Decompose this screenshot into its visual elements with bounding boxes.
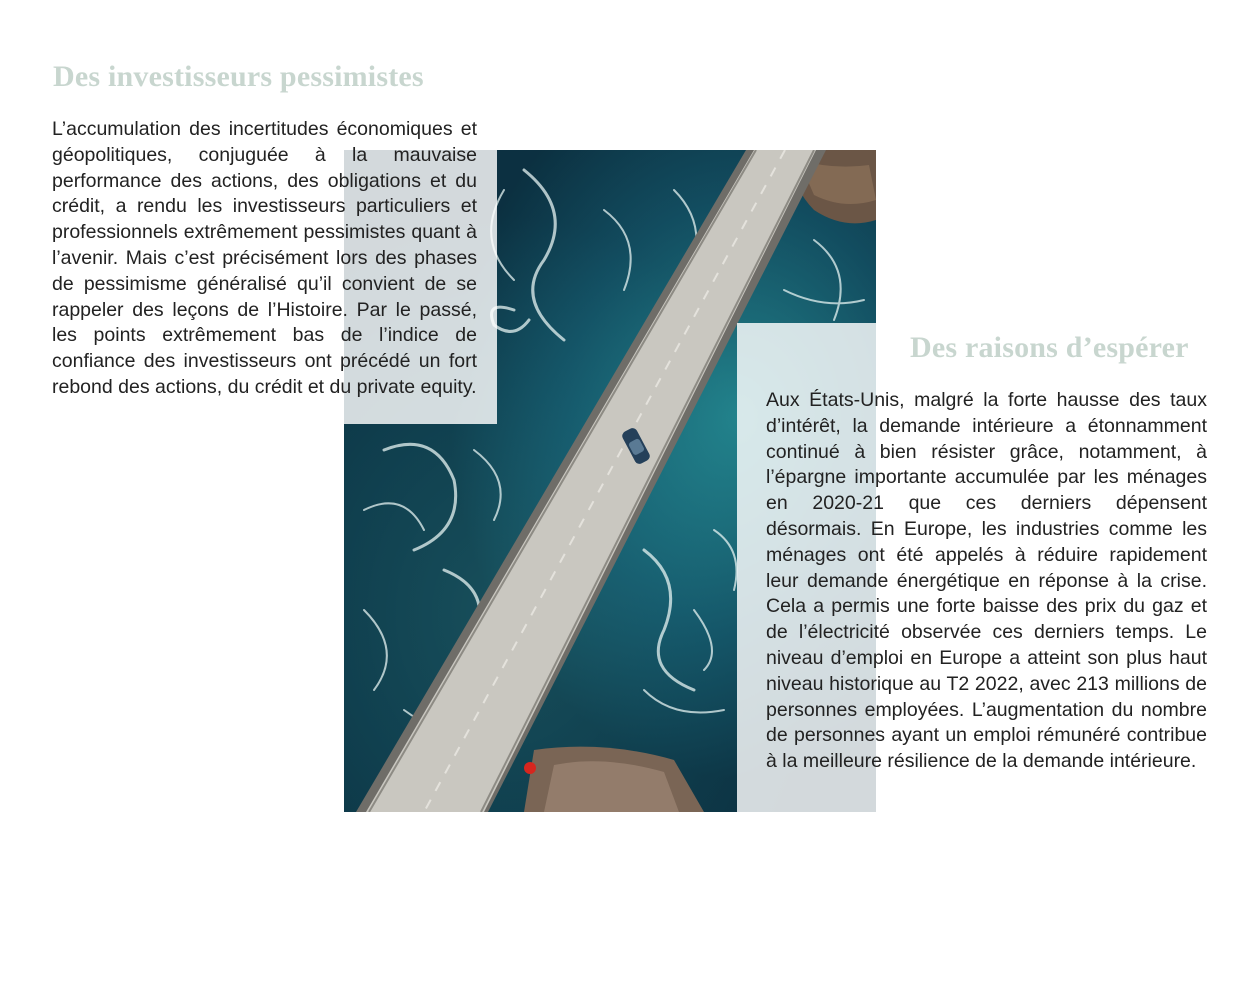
- section-paragraph-left: L’accumulation des incertitudes économiques et géopolitiques, conjuguée à la mauvaise performance des actions, des obligations et du crédit, a rendu les investisseurs particuliers et professionnels extrêmement pessimistes quant à l’avenir. Mais c’est précisément lors des phases de pessimisme généralisé qu’il convient de se rappeler des leçons de l’Histoire. Par le passé, les points extrêmement bas de l’indice de confiance des investisseurs ont précédé un fort rebond des actions, du crédit et du private equity.: [52, 118, 477, 398]
- section-paragraph-right: Aux États-Unis, malgré la forte hausse des taux d’intérêt, la demande intérieure a étonnamment continué à bien résister grâce, notamment, à l’épargne importante accumulée par les ménages en 2020-21 que ces derniers dépensent désormais. En Europe, les industries comme les ménages ont été appelés à réduire rapidement leur demande énergétique en réponse à la crise. Cela a permis une forte baisse des prix du gaz et de l’électricité observée ces derniers temps. Le niveau d’emploi en Europe a atteint son plus haut niveau historique au T2 2022, avec 213 millions de personnes employées. L’augmentation du nombre de personnes ayant un emploi rémunéré contribue à la meilleure résilience de la demande intérieure.: [766, 389, 1207, 773]
- section-heading-left: Des investisseurs pessimistes: [53, 60, 424, 93]
- section-heading-right: Des raisons d’espérer: [910, 331, 1189, 364]
